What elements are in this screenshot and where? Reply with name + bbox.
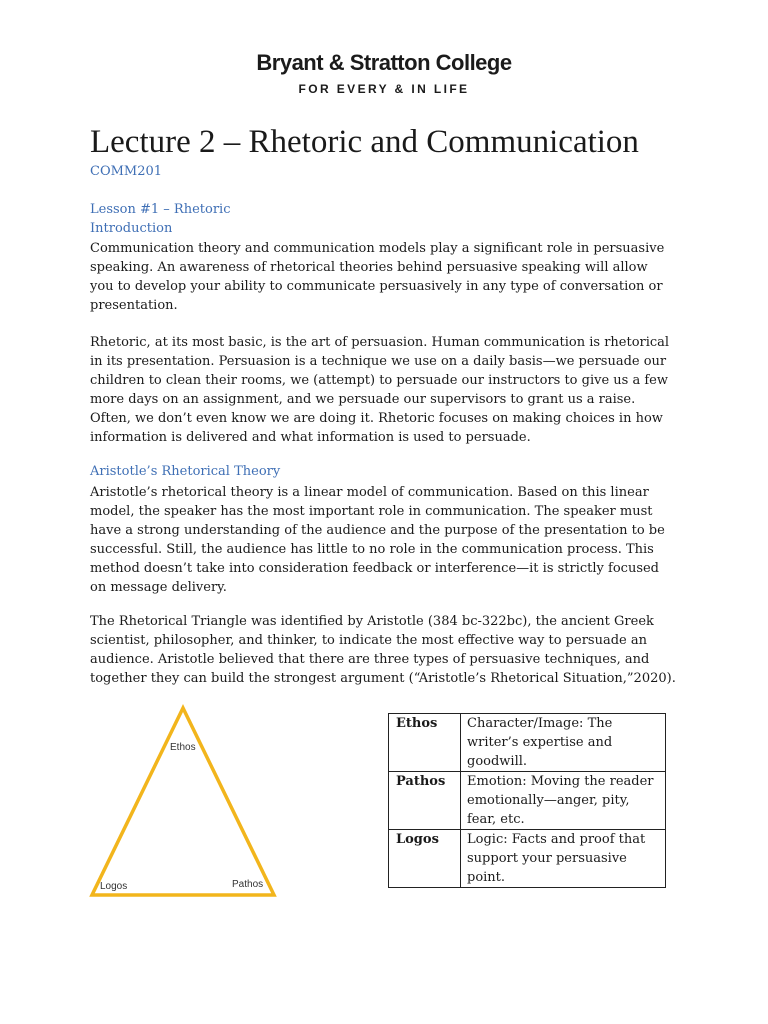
college-tagline: FOR EVERY & IN LIFE — [298, 82, 470, 96]
college-logo — [0, 50, 768, 96]
appeal-definition: Character/Image: The writer’s expertise and goodwill. — [461, 714, 666, 772]
triangle-label-pathos: Pathos — [232, 879, 264, 890]
appeal-term: Logos — [389, 830, 461, 888]
rhetorical-triangle-paragraph: The Rhetorical Triangle was identified by Aristotle (384 bc-322bc), the ancient Greek scientist, philosopher, and thinker, to indicate the most effective way to persuade an audience. Aristotle believed that there are three types of persuasive techniques, and together they can build the strongest argument (“Aristotle’s Rhetorical Situation,”2020). — [90, 614, 676, 686]
rhetorical-triangle-diagram — [88, 702, 278, 900]
rhetoric-paragraph: Rhetoric, at its most basic, is the art of persuasion. Human communication is rhetorical in its presentation. Persuasion is a technique we use on a daily basis—we persuade our children to clean their rooms, we (attempt) to persuade our instructors to give us a few more days on an assignment, and we persuade our supervisors to grant us a raise. Often, we don’t even know we are doing it. Rhetoric focuses on making choices in how information is delivered and what information is used to persuade. — [90, 335, 670, 445]
lesson-heading: Lesson #1 – Rhetoric — [90, 202, 231, 217]
introduction-heading: Introduction — [90, 221, 173, 236]
course-code: COMM201 — [90, 164, 163, 179]
introduction-paragraph: Communication theory and communication models play a significant role in persuasive speaking. An awareness of rhetorical theories behind persuasive speaking will allow you to develop your ability to communicate persuasively in any type of conversation or presentation. — [90, 241, 665, 313]
appeal-definition: Logic: Facts and proof that support your persuasive point. — [461, 830, 666, 888]
page-title: Lecture 2 – Rhetoric and Communication — [90, 124, 639, 160]
rhetorical-appeals-table — [388, 713, 666, 888]
aristotle-paragraph: Aristotle’s rhetorical theory is a linear model of communication. Based on this linear model, the speaker has the most important role in communication. The speaker must have a strong understanding of the audience and the purpose of the presentation to be successful. Still, the audience has little to no role in the communication process. This method doesn’t take into consideration feedback or interference—it is strictly focused on message delivery. — [90, 485, 665, 595]
aristotle-heading: Aristotle’s Rhetorical Theory — [90, 464, 281, 479]
triangle-label-ethos: Ethos — [170, 742, 196, 753]
table-row — [389, 772, 666, 830]
table-row — [389, 714, 666, 772]
appeal-definition: Emotion: Moving the reader emotionally—anger, pity, fear, etc. — [461, 772, 666, 830]
appeal-term: Pathos — [389, 772, 461, 830]
triangle-label-logos: Logos — [100, 881, 128, 892]
table-row — [389, 830, 666, 888]
triangle-outline — [92, 708, 274, 895]
appeal-term: Ethos — [389, 714, 461, 772]
college-name: Bryant & Stratton College — [256, 50, 512, 75]
